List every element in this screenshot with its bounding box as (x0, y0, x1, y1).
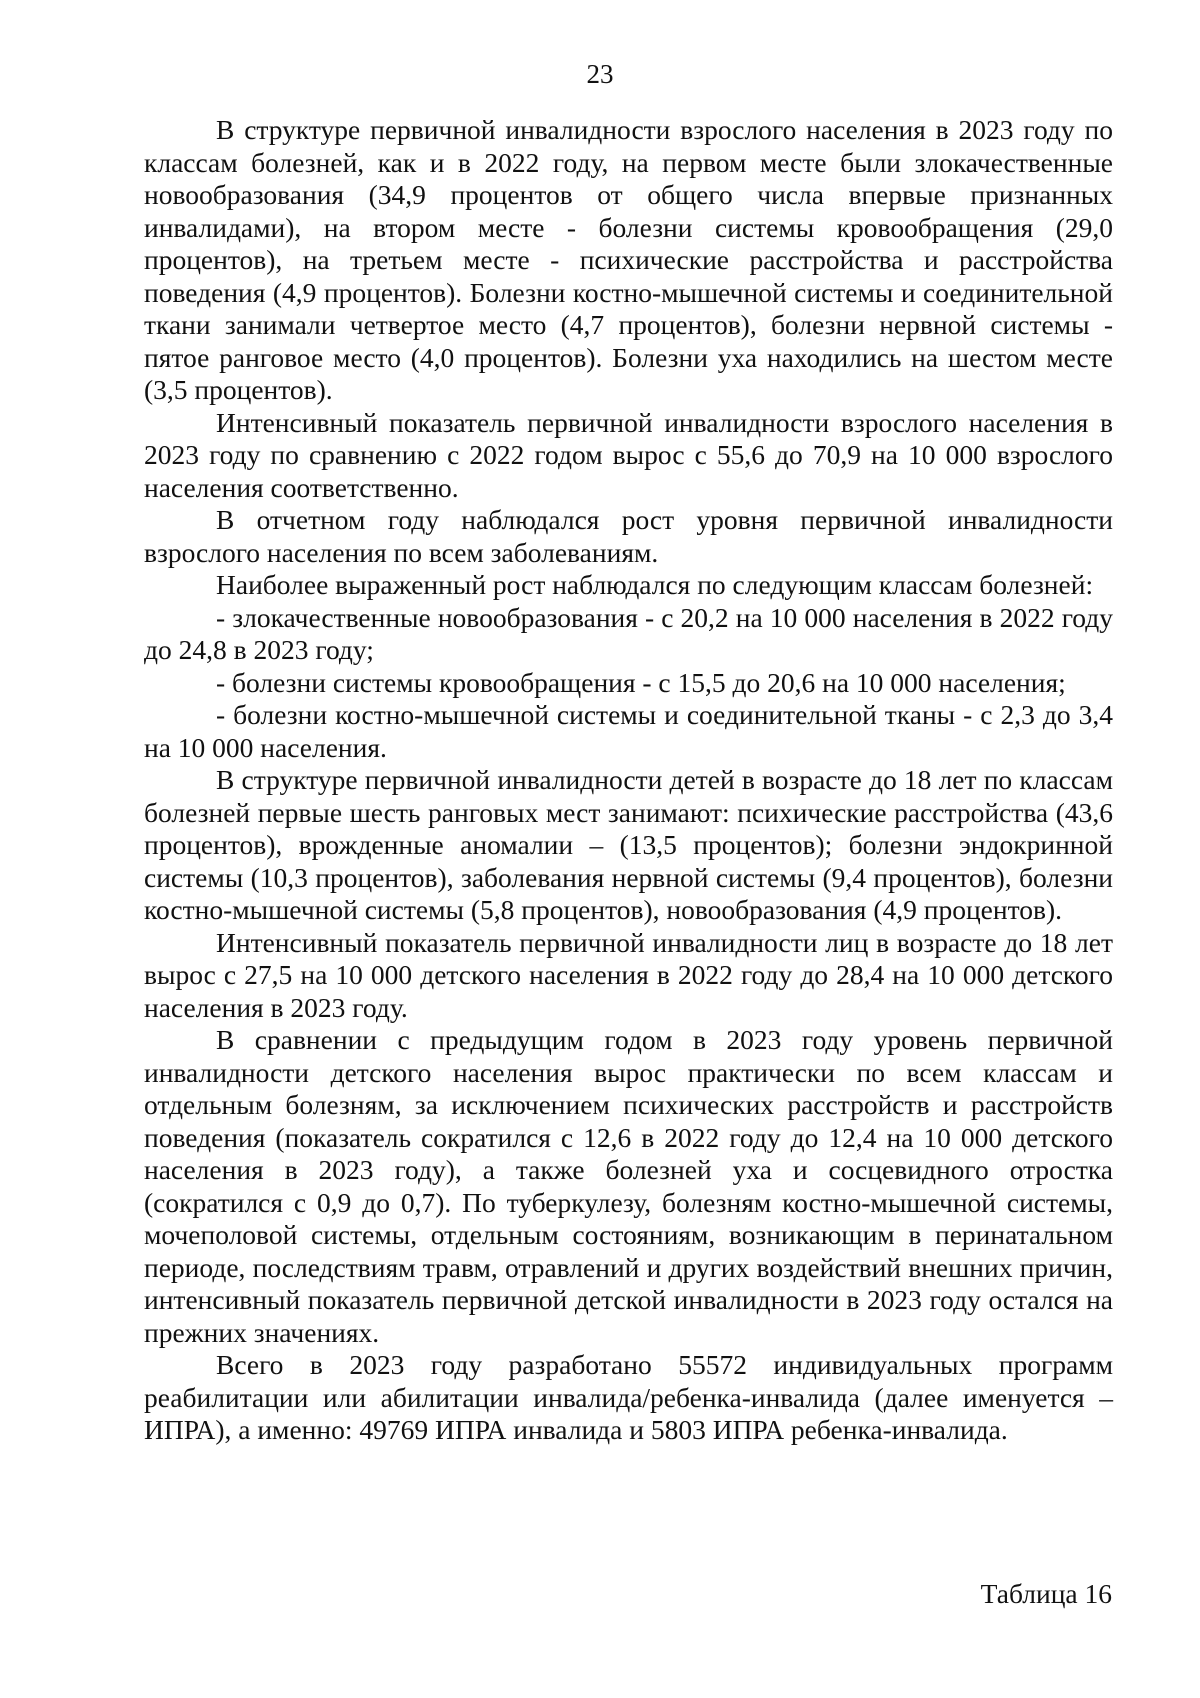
paragraph-adult-intensive-rate: Интенсивный показатель первичной инвалидности взрослого населения в 2023 году по сравнению с 2022 годом вырос с 55,6 до 70,9 на 10 000 взрослого населения соответственно. (144, 406, 1113, 503)
page-number: 23 (586, 59, 614, 89)
paragraph-children-intensive-rate: Интенсивный показатель первичной инвалидности лиц в возрасте до 18 лет вырос с 27,5 на 10 000 детского населения в 2022 году до 28,4 на 10 000 детского населения в 2023 году. (144, 926, 1113, 1023)
paragraph-reporting-year-growth: В отчетном году наблюдался рост уровня первичной инвалидности взрослого населения по всем заболеваниям. (144, 504, 1113, 568)
list-item-musculoskeletal: - болезни костно-мышечной системы и соединительной тканы - с 2,3 до 3,4 на 10 000 населения. (144, 699, 1113, 763)
paragraph-adult-structure: В структуре первичной инвалидности взрослого населения в 2023 году по классам болезней, как и в 2022 году, на первом месте были злокачественные новообразования (34,9 процентов от общего числа впервые признанных инвалидами), на втором месте - болезни системы кровообращения (29,0 процентов), на третьем месте - психические расстройства и расстройства поведения (4,9 процентов). Болезни костно-мышечной системы и соединительной ткани занимали четвертое место (4,7 процентов), болезни нервной системы - пятое ранговое место (4,0 процентов). Болезни уха находились на шестом месте (3,5 процентов). (144, 114, 1113, 405)
body-text (144, 114, 1113, 1447)
paragraph-children-structure: В структуре первичной инвалидности детей в возрасте до 18 лет по классам болезней первые шесть ранговых мест занимают: психические расстройства (43,6 процентов), врожденные аномалии – (13,5 процентов); болезни эндокринной системы (10,3 процентов), заболевания нервной системы (9,4 процентов), болезни костно-мышечной системы (5,8 процентов), новообразования (4,9 процентов). (144, 764, 1113, 925)
list-item-circulatory: - болезни системы кровообращения - с 15,5 до 20,6 на 10 000 населения; (216, 666, 1066, 698)
paragraph-most-growth-intro: Наиболее выраженный рост наблюдался по следующим классам болезней: (216, 569, 1094, 600)
list-item-neoplasms: - злокачественные новообразования - с 20,2 на 10 000 населения в 2022 году до 24,8 в 2023 году; (144, 601, 1113, 665)
paragraph-ipra-total: Всего в 2023 году разработано 55572 индивидуальных программ реабилитации или абилитации инвалида/ребенка-инвалида (далее именуется – ИПРА), а именно: 49769 ИПРА инвалида и 5803 ИПРА ребенка-инвалида. (144, 1349, 1113, 1445)
paragraph-children-comparison: В сравнении с предыдущим годом в 2023 году уровень первичной инвалидности детского населения вырос практически по всем классам и отдельным болезням, за исключением психических расстройств и расстройств поведения (показатель сократился с 12,6 в 2022 году до 12,4 на 10 000 детского населения в 2023 году), а также болезней уха и сосцевидного отростка (сократился с 0,9 до 0,7). По туберкулезу, болезням костно-мышечной системы, мочеполовой системы, отдельным состояниям, возникающим в перинатальном периоде, последствиям травм, отравлений и других воздействий внешних причин, интенсивный показатель первичной детской инвалидности в 2023 году остался на прежних значениях. (144, 1024, 1113, 1348)
table-caption: Таблица 16 (980, 1578, 1112, 1609)
